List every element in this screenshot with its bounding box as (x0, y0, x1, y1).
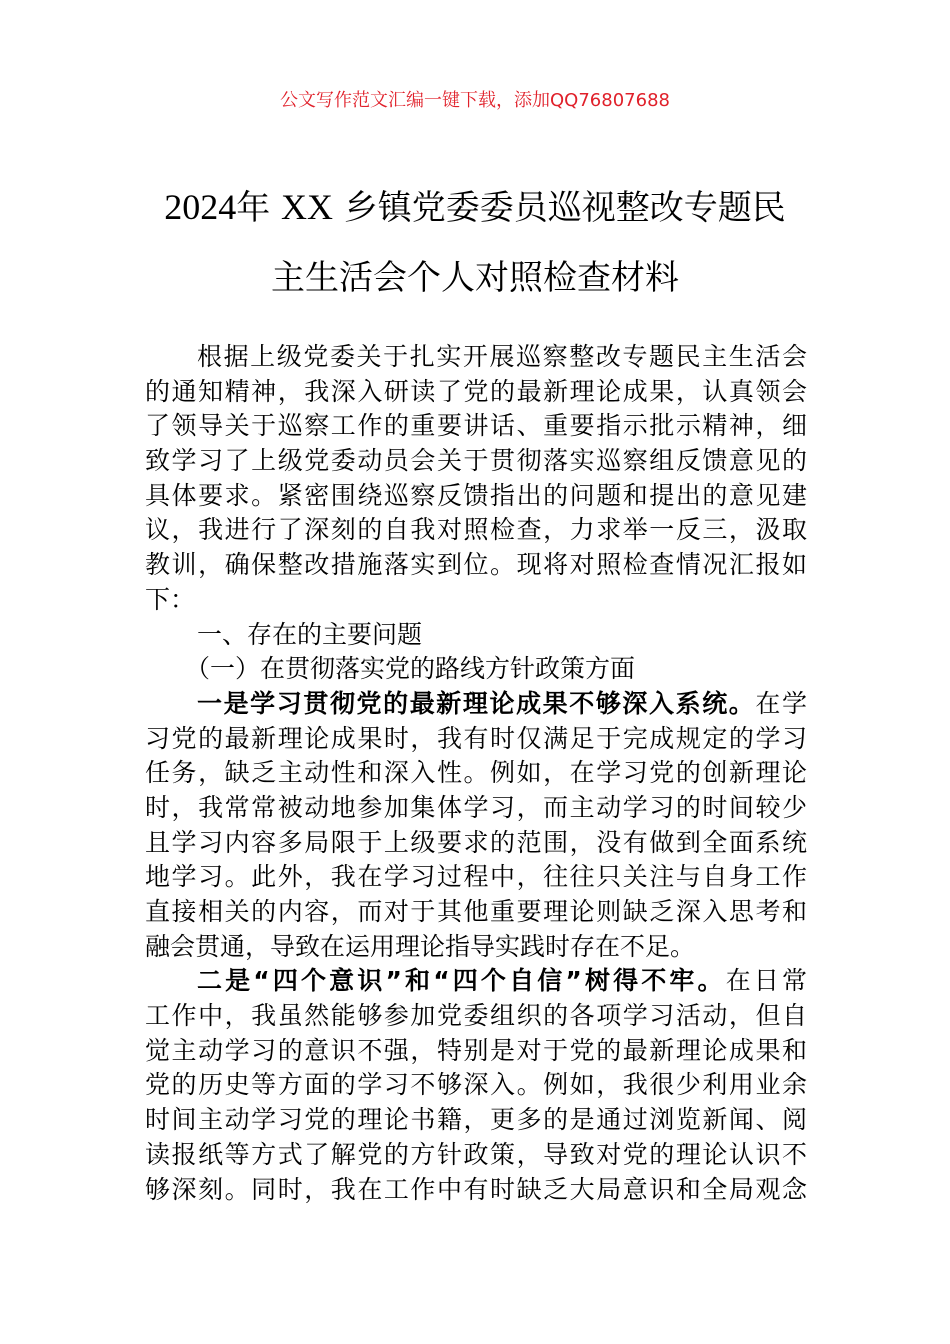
intro-line: 议，我进行了深刻的自我对照检查，力求举一反三，汲取 (145, 515, 807, 545)
point2-bold-lead: 二是“四个意识”和“四个自信”树得不牢。 (197, 966, 726, 996)
intro-line: 教训，确保整改措施落实到位。现将对照检查情况汇报如 (145, 550, 807, 580)
point1-line: 任务，缺乏主动性和深入性。例如，在学习党的创新理论 (145, 758, 807, 788)
point1-bold-lead: 一是学习贯彻党的最新理论成果不够深入系统。 (197, 688, 756, 718)
document-title-line1 (0, 180, 950, 229)
point1-first-line (145, 687, 807, 722)
document-title-line2: 主生活会个人对照检查材料 (271, 258, 679, 298)
point2-line: 读报纸等方式了解党的方针政策，导致对党的理论认识不 (145, 1139, 807, 1169)
intro-line: 致学习了上级党委动员会关于贯彻落实巡察组反馈意见的 (145, 446, 807, 476)
point2-line: 工作中，我虽然能够参加党委组织的各项学习活动，但自 (145, 1001, 807, 1031)
title-text: 乡镇党委委员巡视整改专题民 (343, 188, 786, 228)
point2-first-line (145, 964, 807, 999)
intro-line: 具体要求。紧密围绕巡察反馈指出的问题和提出的意见建 (145, 480, 807, 510)
point2-line: 够深刻。同时，我在工作中有时缺乏大局意识和全局观念 (145, 1174, 807, 1204)
intro-line: 了领导关于巡察工作的重要讲话、重要指示批示精神，细 (145, 411, 807, 441)
point1-line: 直接相关的内容，而对于其他重要理论则缺乏深入思考和 (145, 897, 807, 926)
point1-line: 融会贯通，导致在运用理论指导实践时存在不足。 (145, 931, 696, 961)
watermark-header: 公文写作范文汇编一键下载，添加QQ76807688 (280, 90, 670, 111)
point2-line: 时间主动学习党的理论书籍，更多的是通过浏览新闻、阅 (145, 1105, 807, 1135)
title-year: 2024 (164, 187, 237, 227)
point2-line: 党的历史等方面的学习不够深入。例如，我很少利用业余 (145, 1070, 807, 1100)
point2-line: 觉主动学习的意识不强，特别是对于党的最新理论成果和 (145, 1035, 807, 1065)
section-heading: 一、存在的主要问题 (197, 619, 423, 649)
point1-line: 地学习。此外，我在学习过程中，往往只关注与自身工作 (145, 862, 807, 892)
title-text: 年 (236, 188, 271, 228)
intro-line: 的通知精神，我深入研读了党的最新理论成果，认真领会 (145, 376, 807, 406)
point1-line: 时，我常常被动地参加集体学习，而主动学习的时间较少 (145, 792, 807, 822)
point2-text: 在日常 (725, 966, 807, 996)
title-xx: XX (281, 187, 333, 227)
intro-line: 根据上级党委关于扎实开展巡察整改专题民主生活会 (197, 342, 807, 371)
point1-line: 习党的最新理论成果时，我有时仅满足于完成规定的学习 (145, 723, 807, 753)
point1-line: 且学习内容多局限于上级要求的范围，没有做到全面系统 (145, 827, 807, 857)
point1-text: 在学 (755, 688, 807, 718)
document-body (145, 340, 807, 1207)
intro-line: 下： (145, 584, 196, 614)
subsection-heading: （一）在贯彻落实党的路线方针政策方面 (185, 654, 636, 684)
